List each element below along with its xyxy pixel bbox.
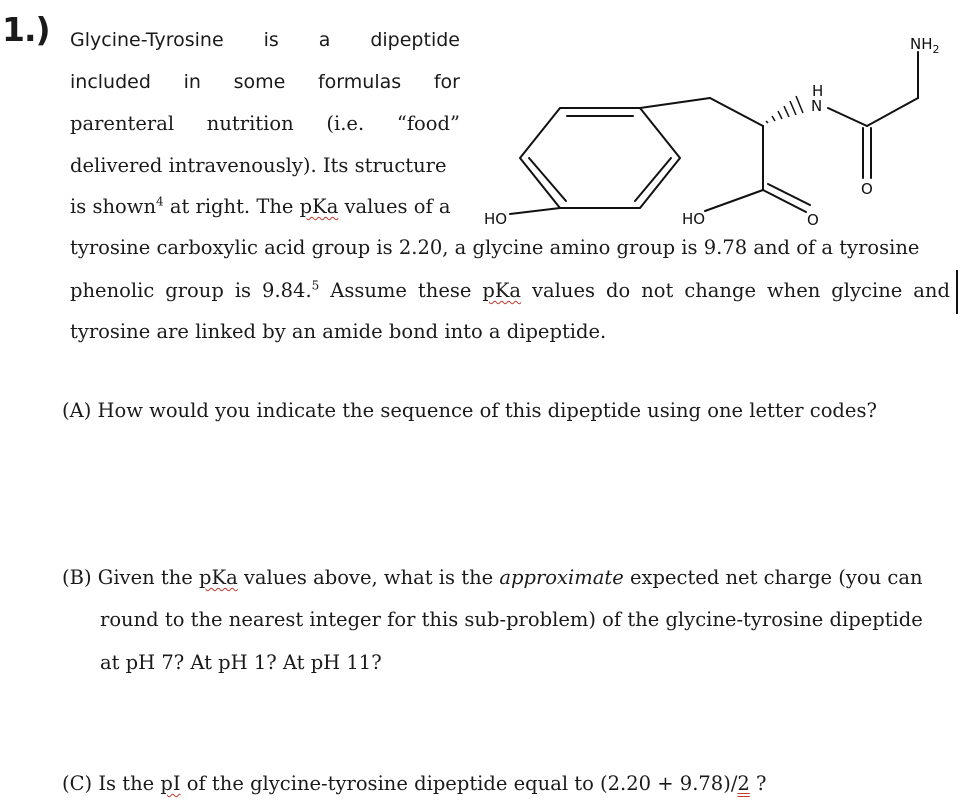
part-c-divisor: 2 bbox=[737, 772, 750, 795]
part-b-text: expected net charge (you can bbox=[623, 566, 923, 589]
intro-word: phenolic bbox=[70, 279, 155, 302]
benzene-ring bbox=[520, 108, 680, 208]
part-b-line-2: round to the nearest integer for this sub-problem) of the glycine-tyrosine dipeptide bbox=[100, 608, 923, 631]
intro-word: is bbox=[234, 279, 252, 302]
intro-word: not bbox=[641, 279, 674, 302]
pka-term: pKa bbox=[199, 566, 238, 589]
question-number: 1.) bbox=[2, 10, 50, 49]
hashed-wedge bbox=[766, 96, 803, 123]
intro-line-3 bbox=[70, 112, 460, 135]
dipeptide-structure-diagram bbox=[470, 18, 960, 240]
part-b-text: (B) Given the bbox=[62, 566, 200, 589]
carboxyl-double-bond bbox=[768, 184, 810, 205]
pka-term: pKa bbox=[299, 195, 339, 218]
part-c-text: ? bbox=[749, 772, 767, 795]
part-b-line-3: at pH 7? At pH 1? At pH 11? bbox=[100, 651, 382, 674]
carboxyl-oh-bond bbox=[705, 190, 763, 211]
pi-term: pI bbox=[160, 772, 181, 795]
part-b-line-1 bbox=[62, 566, 923, 589]
label-n: N bbox=[811, 97, 823, 115]
ring-double-bond bbox=[635, 158, 671, 201]
intro-word: and bbox=[913, 279, 950, 302]
intro-word: change bbox=[684, 279, 756, 302]
intro-line-2 bbox=[70, 71, 460, 93]
intro-word: a bbox=[318, 29, 331, 51]
text-cursor bbox=[956, 270, 958, 314]
part-c-question bbox=[62, 772, 766, 795]
label-nh2-subscript: 2 bbox=[932, 43, 940, 56]
intro-line-7 bbox=[70, 279, 950, 302]
intro-word: nutrition bbox=[206, 112, 294, 135]
intro-word: some bbox=[233, 71, 286, 93]
glycine-bond bbox=[867, 98, 918, 126]
intro-line-4: delivered intravenously). Its structure bbox=[70, 154, 447, 177]
intro-word: Glycine-Tyrosine bbox=[70, 29, 224, 51]
intro-word: included bbox=[70, 71, 151, 93]
intro-word: do bbox=[606, 279, 631, 302]
intro-line-1 bbox=[70, 29, 460, 51]
intro-word: (i.e. bbox=[326, 112, 365, 135]
intro-line-6: tyrosine carboxylic acid group is 2.20, a glycine amino group is 9.78 and of a tyrosine bbox=[70, 236, 920, 259]
intro-word: glycine bbox=[831, 279, 903, 302]
ring-double-bond bbox=[529, 158, 566, 201]
pka-term: pKa bbox=[482, 279, 522, 302]
intro-word: when bbox=[766, 279, 821, 302]
intro-word: these bbox=[417, 279, 472, 302]
intro-word bbox=[262, 279, 319, 302]
label-ho-phenol: HO bbox=[484, 210, 508, 228]
intro-word: for bbox=[433, 71, 460, 93]
intro-word: “food” bbox=[396, 112, 460, 135]
emphasis-approximate: approximate bbox=[499, 566, 624, 589]
intro-word: dipeptide bbox=[370, 29, 460, 51]
label-o-amide: O bbox=[861, 180, 873, 198]
part-a-question: (A) How would you indicate the sequence of this dipeptide using one letter codes? bbox=[62, 399, 877, 422]
label-ho-acid: HO bbox=[682, 210, 706, 228]
intro-line-8: tyrosine are linked by an amide bond into a dipeptide. bbox=[70, 320, 607, 343]
part-b-text: values above, what is the bbox=[237, 566, 500, 589]
intro-text: is shown bbox=[70, 195, 156, 218]
intro-word: parenteral bbox=[70, 112, 175, 135]
intro-word: in bbox=[183, 71, 201, 93]
ch2-bond bbox=[710, 98, 763, 126]
phenol-bond bbox=[510, 208, 560, 214]
label-nh2-text: NH bbox=[910, 35, 933, 53]
intro-text: 9.84. bbox=[262, 279, 312, 302]
intro-text: at right. The bbox=[163, 195, 300, 218]
footnote-ref: 4 bbox=[156, 194, 164, 209]
intro-word: is bbox=[263, 29, 279, 51]
intro-text: values of a bbox=[338, 195, 451, 218]
part-c-text: of the glycine-tyrosine dipeptide equal to (2.20 + 9.78)/ bbox=[180, 772, 738, 795]
label-nh2 bbox=[910, 35, 940, 56]
label-h: H bbox=[812, 82, 824, 100]
intro-word: group bbox=[165, 279, 224, 302]
intro-word: Assume bbox=[330, 279, 407, 302]
label-o-acid: O bbox=[807, 211, 819, 229]
intro-word: values bbox=[532, 279, 596, 302]
ch2-bond bbox=[640, 98, 710, 108]
part-c-text: (C) Is the bbox=[62, 772, 161, 795]
footnote-ref: 5 bbox=[311, 278, 320, 293]
amide-bond bbox=[828, 108, 867, 126]
intro-line-5 bbox=[70, 195, 451, 218]
intro-word: formulas bbox=[317, 71, 402, 93]
